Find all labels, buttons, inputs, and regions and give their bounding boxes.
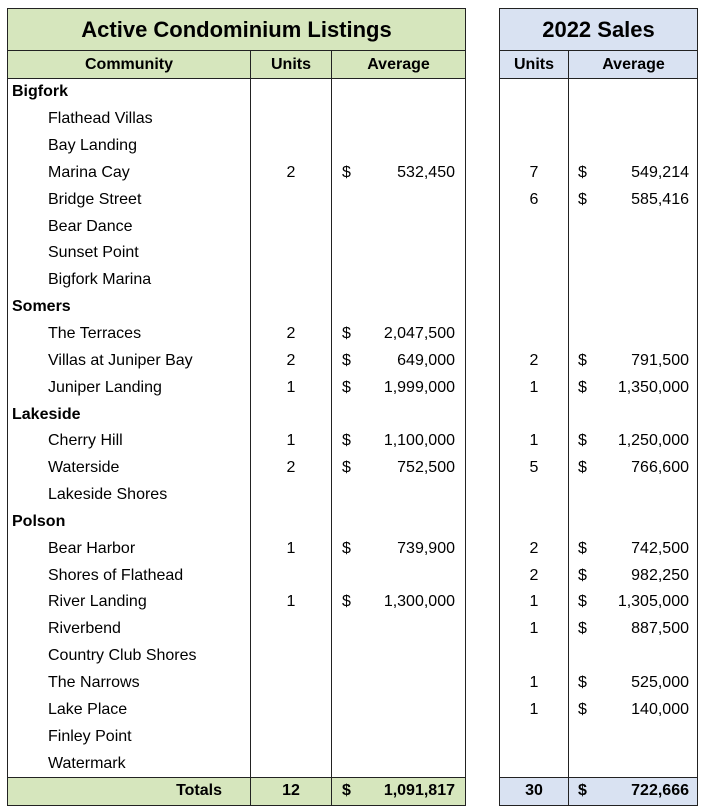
- table-row: [500, 509, 697, 536]
- table-row: [500, 133, 697, 160]
- units-cell: [251, 267, 332, 294]
- units-cell: [251, 294, 332, 321]
- units-cell: 1: [500, 374, 569, 401]
- units-cell: [500, 643, 569, 670]
- community-name: Flathead Villas: [8, 106, 251, 133]
- average-cell: [569, 160, 697, 187]
- table-row: [500, 374, 697, 401]
- dollar-sign: $: [578, 539, 587, 557]
- units-cell: 1: [251, 589, 332, 616]
- header-units: Units: [500, 51, 569, 78]
- totals-average: 1,091,817: [383, 782, 455, 800]
- community-name: Lake Place: [8, 696, 251, 723]
- average-cell: [332, 455, 465, 482]
- average-value: 649,000: [397, 351, 455, 369]
- table-row: [8, 589, 465, 616]
- units-cell: 1: [500, 428, 569, 455]
- community-name: Bay Landing: [8, 133, 251, 160]
- average-cell: [332, 160, 465, 187]
- community-name: Riverbend: [8, 616, 251, 643]
- average-cell: [332, 428, 465, 455]
- units-cell: [251, 643, 332, 670]
- table-row: [500, 455, 697, 482]
- average-cell: [569, 294, 697, 321]
- units-cell: [251, 723, 332, 750]
- average-value: 2,047,500: [383, 325, 455, 343]
- table-row: [500, 562, 697, 589]
- table-row: [500, 535, 697, 562]
- table-row: [500, 321, 697, 348]
- average-cell: [332, 374, 465, 401]
- units-cell: [500, 106, 569, 133]
- table-row: [500, 347, 697, 374]
- community-name: Juniper Landing: [8, 374, 251, 401]
- units-cell: [500, 723, 569, 750]
- units-cell: [251, 133, 332, 160]
- units-cell: [500, 401, 569, 428]
- average-cell: [569, 79, 697, 106]
- dollar-sign: $: [578, 700, 587, 718]
- table-row: [8, 723, 465, 750]
- dollar-sign: $: [578, 566, 587, 584]
- average-cell: [569, 696, 697, 723]
- dollar-sign: $: [578, 351, 587, 369]
- totals-average-cell: [569, 778, 697, 805]
- average-cell: [569, 347, 697, 374]
- average-cell: [332, 670, 465, 697]
- active-listings-totals-row: [8, 777, 465, 805]
- table-row: [8, 160, 465, 187]
- average-cell: [332, 535, 465, 562]
- units-cell: 2: [500, 562, 569, 589]
- units-cell: [500, 321, 569, 348]
- average-cell: [569, 106, 697, 133]
- table-row: [500, 482, 697, 509]
- average-cell: [569, 213, 697, 240]
- units-cell: 1: [251, 374, 332, 401]
- community-name: Bear Dance: [8, 213, 251, 240]
- average-value: 549,214: [631, 163, 689, 181]
- community-name: Watermark: [8, 750, 251, 777]
- table-row: [8, 482, 465, 509]
- units-cell: [500, 213, 569, 240]
- units-cell: 1: [500, 589, 569, 616]
- units-cell: 1: [500, 670, 569, 697]
- units-cell: 1: [251, 535, 332, 562]
- units-cell: [251, 186, 332, 213]
- table-row: [8, 213, 465, 240]
- average-cell: [569, 562, 697, 589]
- average-cell: [569, 723, 697, 750]
- active-listings-header-row: [8, 51, 465, 79]
- table-row: [500, 696, 697, 723]
- community-group-row: [8, 401, 465, 428]
- community-name: Cherry Hill: [8, 428, 251, 455]
- table-row: [8, 240, 465, 267]
- community-group-row: [8, 509, 465, 536]
- community-name: Country Club Shores: [8, 643, 251, 670]
- totals-average-cell: [332, 778, 465, 805]
- community-name: Villas at Juniper Bay: [8, 347, 251, 374]
- table-row: [8, 696, 465, 723]
- table-row: [8, 562, 465, 589]
- average-cell: [569, 616, 697, 643]
- average-cell: [569, 482, 697, 509]
- average-value: 887,500: [631, 620, 689, 638]
- average-cell: [332, 589, 465, 616]
- sales-2022-title: 2022 Sales: [500, 9, 697, 51]
- average-cell: [569, 670, 697, 697]
- dollar-sign: $: [578, 190, 587, 208]
- active-listings-table: [7, 8, 466, 806]
- average-cell: [569, 240, 697, 267]
- average-cell: [569, 374, 697, 401]
- table-row: [8, 643, 465, 670]
- units-cell: 6: [500, 186, 569, 213]
- units-cell: 1: [500, 616, 569, 643]
- table-row: [500, 106, 697, 133]
- average-value: 532,450: [397, 163, 455, 181]
- table-row: [8, 428, 465, 455]
- table-row: [500, 79, 697, 106]
- community-group-name: Polson: [8, 509, 251, 536]
- average-cell: [569, 750, 697, 777]
- community-group-row: [8, 79, 465, 106]
- table-row: [8, 347, 465, 374]
- table-row: [8, 455, 465, 482]
- community-group-row: [8, 294, 465, 321]
- table-row: [8, 133, 465, 160]
- table-row: [500, 428, 697, 455]
- table-row: [500, 750, 697, 777]
- dollar-sign: $: [342, 459, 351, 477]
- average-value: 1,305,000: [617, 593, 689, 611]
- units-cell: [251, 401, 332, 428]
- average-value: 1,300,000: [383, 593, 455, 611]
- table-row: [500, 186, 697, 213]
- table-row: [500, 213, 697, 240]
- average-value: 525,000: [631, 673, 689, 691]
- units-cell: [500, 79, 569, 106]
- table-row: [8, 267, 465, 294]
- community-name: Bigfork Marina: [8, 267, 251, 294]
- header-average: Average: [602, 55, 665, 73]
- average-cell: [569, 401, 697, 428]
- average-value: 742,500: [631, 539, 689, 557]
- average-value: 1,999,000: [383, 378, 455, 396]
- dollar-sign: $: [342, 432, 351, 450]
- average-cell: [332, 562, 465, 589]
- units-cell: 5: [500, 455, 569, 482]
- units-cell: [251, 106, 332, 133]
- table-row: [8, 750, 465, 777]
- average-cell: [332, 133, 465, 160]
- units-cell: [251, 213, 332, 240]
- dollar-sign: $: [342, 378, 351, 396]
- totals-average: 722,666: [631, 782, 689, 800]
- average-cell: [569, 643, 697, 670]
- active-listings-body: [8, 79, 465, 777]
- units-cell: 2: [251, 347, 332, 374]
- totals-dollar-sign: $: [578, 782, 587, 800]
- community-name: Marina Cay: [8, 160, 251, 187]
- average-cell: [332, 616, 465, 643]
- average-cell: [332, 321, 465, 348]
- active-listings-title: Active Condominium Listings: [8, 9, 465, 51]
- units-cell: [251, 562, 332, 589]
- units-cell: [500, 267, 569, 294]
- average-cell: [332, 294, 465, 321]
- units-cell: 2: [500, 535, 569, 562]
- community-group-name: Bigfork: [8, 79, 251, 106]
- average-value: 1,350,000: [617, 378, 689, 396]
- totals-units: 12: [251, 778, 332, 805]
- dollar-sign: $: [578, 163, 587, 181]
- dollar-sign: $: [342, 593, 351, 611]
- table-row: [500, 267, 697, 294]
- units-cell: [251, 750, 332, 777]
- average-cell: [332, 240, 465, 267]
- table-row: [500, 401, 697, 428]
- units-cell: [251, 670, 332, 697]
- average-cell: [332, 723, 465, 750]
- average-value: 585,416: [631, 190, 689, 208]
- average-cell: [332, 79, 465, 106]
- community-name: Waterside: [8, 455, 251, 482]
- units-cell: [251, 79, 332, 106]
- units-cell: [251, 616, 332, 643]
- table-row: [500, 616, 697, 643]
- units-cell: [500, 133, 569, 160]
- sales-2022-totals-row: [500, 777, 697, 805]
- table-row: [500, 643, 697, 670]
- units-cell: [500, 509, 569, 536]
- units-cell: 2: [251, 160, 332, 187]
- average-cell: [332, 347, 465, 374]
- average-cell: [332, 750, 465, 777]
- average-cell: [332, 401, 465, 428]
- average-cell: [569, 535, 697, 562]
- average-cell: [569, 133, 697, 160]
- table-row: [8, 374, 465, 401]
- table-row: [500, 294, 697, 321]
- dollar-sign: $: [578, 593, 587, 611]
- community-name: The Terraces: [8, 321, 251, 348]
- community-name: Finley Point: [8, 723, 251, 750]
- community-name: River Landing: [8, 589, 251, 616]
- table-row: [8, 670, 465, 697]
- dollar-sign: $: [578, 378, 587, 396]
- average-value: 791,500: [631, 351, 689, 369]
- average-cell: [569, 186, 697, 213]
- sales-2022-body: [500, 79, 697, 777]
- dollar-sign: $: [342, 163, 351, 181]
- table-row: [8, 321, 465, 348]
- header-units: Units: [251, 51, 332, 78]
- header-community: Community: [8, 51, 251, 78]
- average-cell: [332, 213, 465, 240]
- average-cell: [332, 509, 465, 536]
- community-name: Sunset Point: [8, 240, 251, 267]
- units-cell: [500, 240, 569, 267]
- average-value: 140,000: [631, 700, 689, 718]
- average-cell: [332, 643, 465, 670]
- units-cell: [500, 482, 569, 509]
- average-value: 739,900: [397, 539, 455, 557]
- community-name: Bear Harbor: [8, 535, 251, 562]
- dollar-sign: $: [578, 673, 587, 691]
- units-cell: [251, 240, 332, 267]
- units-cell: 2: [500, 347, 569, 374]
- totals-units: 30: [500, 778, 569, 805]
- community-name: Bridge Street: [8, 186, 251, 213]
- sales-2022-table: [499, 8, 698, 806]
- community-name: Shores of Flathead: [8, 562, 251, 589]
- average-cell: [569, 589, 697, 616]
- units-cell: 2: [251, 455, 332, 482]
- table-row: [500, 240, 697, 267]
- sales-2022-header-row: [500, 51, 697, 79]
- community-name: The Narrows: [8, 670, 251, 697]
- community-group-name: Lakeside: [8, 401, 251, 428]
- community-name: Lakeside Shores: [8, 482, 251, 509]
- table-row: [500, 670, 697, 697]
- dollar-sign: $: [578, 459, 587, 477]
- community-group-name: Somers: [8, 294, 251, 321]
- units-cell: [251, 509, 332, 536]
- header-average: Average: [367, 55, 430, 73]
- average-cell: [569, 455, 697, 482]
- average-cell: [332, 267, 465, 294]
- table-row: [8, 106, 465, 133]
- table-row: [8, 186, 465, 213]
- average-cell: [569, 267, 697, 294]
- dollar-sign: $: [342, 325, 351, 343]
- average-value: 766,600: [631, 459, 689, 477]
- table-row: [500, 723, 697, 750]
- units-cell: 1: [251, 428, 332, 455]
- table-row: [500, 589, 697, 616]
- average-value: 1,100,000: [383, 432, 455, 450]
- average-value: 982,250: [631, 566, 689, 584]
- average-value: 752,500: [397, 459, 455, 477]
- average-cell: [332, 696, 465, 723]
- units-cell: [500, 294, 569, 321]
- units-cell: 7: [500, 160, 569, 187]
- units-cell: 1: [500, 696, 569, 723]
- average-cell: [332, 482, 465, 509]
- table-row: [500, 160, 697, 187]
- average-cell: [569, 428, 697, 455]
- units-cell: [500, 750, 569, 777]
- table-row: [8, 535, 465, 562]
- dollar-sign: $: [342, 351, 351, 369]
- units-cell: [251, 482, 332, 509]
- average-cell: [332, 106, 465, 133]
- average-cell: [569, 321, 697, 348]
- totals-label: Totals: [8, 778, 251, 805]
- table-row: [8, 616, 465, 643]
- dollar-sign: $: [342, 539, 351, 557]
- average-cell: [332, 186, 465, 213]
- dollar-sign: $: [578, 620, 587, 638]
- units-cell: 2: [251, 321, 332, 348]
- units-cell: [251, 696, 332, 723]
- average-cell: [569, 509, 697, 536]
- dollar-sign: $: [578, 432, 587, 450]
- totals-dollar-sign: $: [342, 782, 351, 800]
- average-value: 1,250,000: [617, 432, 689, 450]
